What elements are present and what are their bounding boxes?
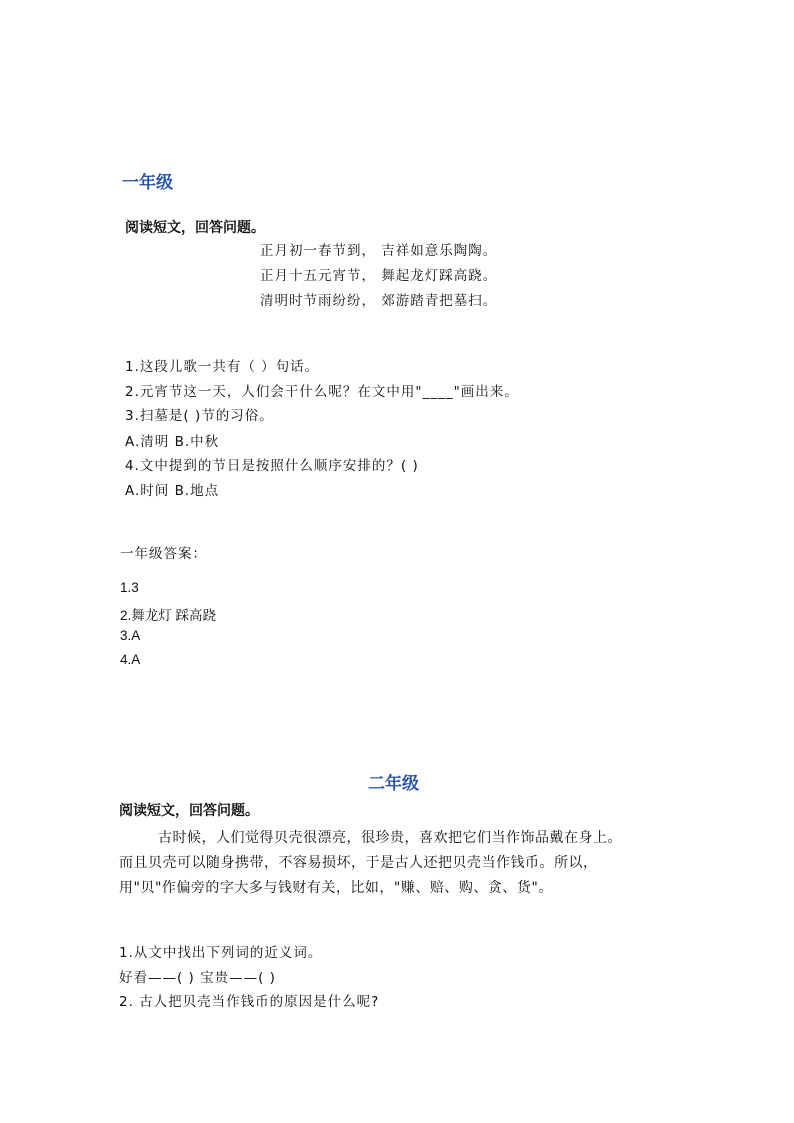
passage-line: 用"贝"作偏旁的字大多与钱财有关，比如，"赚、赔、购、贪、货"。: [119, 880, 553, 896]
grade1-answer: 4.A: [120, 652, 141, 667]
grade1-question: 1.这段儿歌一共有（ ）句话。: [125, 359, 320, 375]
grade1-options: A.清明 B.中秋: [125, 434, 220, 450]
poem-line: 清明时节雨纷纷， 郊游踏青把墓扫。: [260, 293, 498, 309]
grade1-answer: 3.A: [120, 628, 141, 643]
grade1-options: A.时间 B.地点: [125, 483, 220, 499]
grade2-question: 2. 古人把贝壳当作钱币的原因是什么呢?: [119, 994, 380, 1010]
grade1-question: 2.元宵节这一天，人们会干什么呢？在文中用"____"画出来。: [125, 384, 519, 400]
grade1-answer: 1.3: [120, 580, 139, 595]
grade1-heading: 一年级: [122, 173, 173, 193]
grade2-instruction: 阅读短文，回答问题。: [119, 803, 259, 819]
grade1-answer-title: 一年级答案：: [120, 546, 207, 562]
poem-line: 正月十五元宵节， 舞起龙灯踩高跷。: [260, 268, 498, 284]
grade1-question: 3.扫墓是( )节的习俗。: [125, 408, 274, 424]
poem-line: 正月初一春节到， 吉祥如意乐陶陶。: [260, 243, 498, 259]
grade2-heading: 二年级: [368, 774, 419, 794]
passage-line: 而且贝壳可以随身携带，不容易损坏，于是古人还把贝壳当作钱币。所以，: [119, 855, 598, 871]
grade1-answer: 2.舞龙灯 踩高跷: [120, 608, 217, 623]
grade2-question: 1.从文中找出下列词的近义词。: [119, 945, 323, 961]
passage-line: 古时候，人们觉得贝壳很漂亮，很珍贵，喜欢把它们当作饰品戴在身上。: [158, 830, 622, 846]
grade1-question: 4.文中提到的节日是按照什么顺序安排的？( ): [125, 458, 419, 474]
grade1-instruction: 阅读短文，回答问题。: [125, 220, 265, 236]
grade2-question: 好看——( ) 宝贵——( ): [119, 970, 276, 986]
